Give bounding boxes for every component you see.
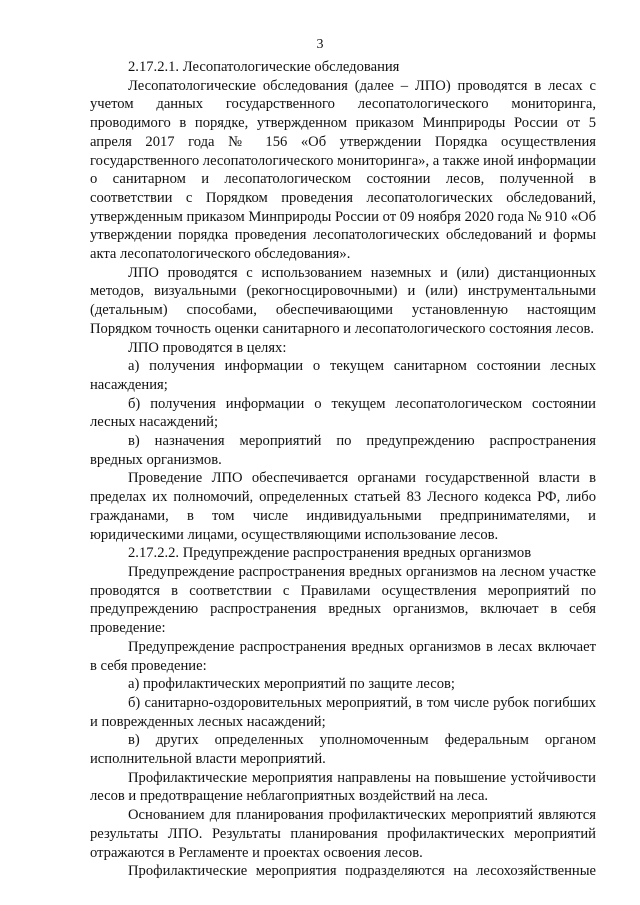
paragraph-preventive-measures-aim: Профилактические мероприятия направлены на повышение устойчивости лесов и предотвращение неблагоприятных воздействий на леса. — [90, 769, 596, 805]
list-item-purpose-c: в) назначения мероприятий по предупреждению распространения вредных организмов. — [90, 433, 596, 468]
list-item-purpose-b: б) получения информации о текущем лесопатологическом состоянии лесных насаждений; — [90, 395, 596, 431]
paragraph-prevention-rules: Предупреждение распространения вредных организмов на лесном участке проводятся в соответствии с Правилами осуществления мероприятий по предупреждению распространения вредных организмов, включает в себя проведение: — [90, 563, 596, 637]
paragraph-planning-basis: Основанием для планирования профилактических мероприятий являются результаты ЛПО. Результаты планирования профилактических мероприятий отражаются в Регламенте и проектах освоения лесов. — [90, 807, 596, 861]
paragraph-prevention-includes: Предупреждение распространения вредных организмов в лесах включает в себя проведение: — [90, 638, 596, 674]
list-item-purpose-a: а) получения информации о текущем санитарном состоянии лесных насаждения; — [90, 358, 596, 393]
list-item-prevention-c: в) других определенных уполномоченным федеральным органом исполнительной власти мероприятий. — [90, 732, 596, 768]
list-item-prevention-a: а) профилактических мероприятий по защите лесов; — [128, 676, 455, 693]
paragraph-lpo-responsibility: Проведение ЛПО обеспечивается органами государственной власти в пределах их полномочий, определенных статьей 83 Лесного кодекса РФ, либо гражданами, в том числе индивидуальными предпринимателями, и юридическими лицами, осуществляющими использование лесов. — [90, 470, 596, 543]
document-body — [90, 58, 596, 881]
paragraph-lpo-methods: ЛПО проводятся с использованием наземных и (или) дистанционных методов, визуальными (рекогносцировочными) и (или) инструментальными (детальным) способами, обеспечивающими установленную настоящим Порядком точность оценки санитарного и лесопатологического состояния лесов. — [90, 264, 596, 337]
page-number: 3 — [316, 37, 324, 52]
list-item-prevention-b: б) санитарно-оздоровительных мероприятий, в том числе рубок погибших и поврежденных лесных насаждений; — [90, 694, 596, 730]
paragraph-lpo-definition: Лесопатологические обследования (далее – ЛПО) проводятся в лесах с учетом данных государственного лесопатологического мониторинга, проводимого в порядке, утвержденном приказом Минприроды России от 5 апреля 2017 года № 156 «Об утверждении Порядка осуществления государственного лесопатологического мониторинга», а также иной информации о санитарном и лесопатологическом состоянии лесов, полученной в соответствии с Порядком проведения лесопатологических обследований, утвержденным приказом Минприроды России от 09 ноября 2020 года № 910 «Об утверждении порядка проведения лесопатологических обследований и формы акта лесопатологического обследования». — [90, 77, 596, 263]
section-heading-forest-pathology-surveys: 2.17.2.1. Лесопатологические обследования — [128, 59, 400, 75]
paragraph-measures-classification: Профилактические мероприятия подразделяются на лесохозяйственные — [128, 863, 596, 880]
section-heading-pest-prevention: 2.17.2.2. Предупреждение распространения вредных организмов — [128, 545, 532, 562]
paragraph-lpo-purposes-intro: ЛПО проводятся в целях: — [128, 339, 287, 356]
